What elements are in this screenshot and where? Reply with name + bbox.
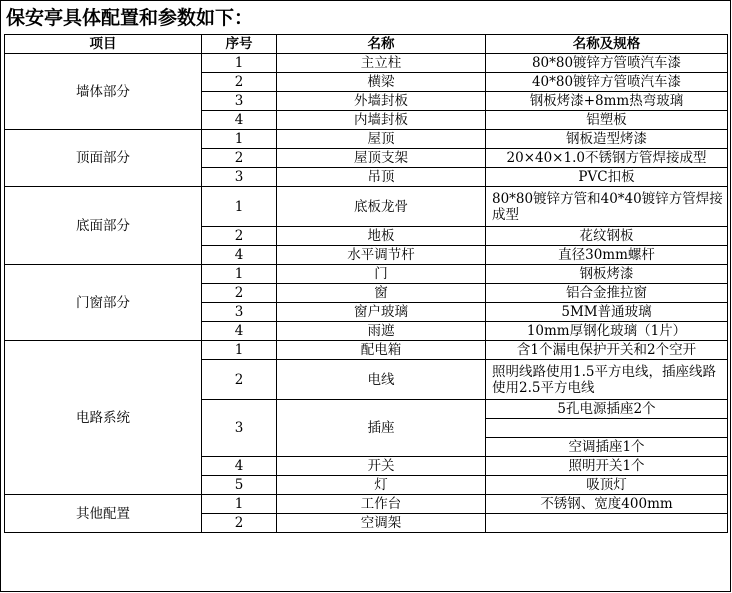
spec-cell: 20×40×1.0不锈钢方管焊接成型 (486, 149, 728, 168)
table-body (5, 54, 728, 533)
header-item: 项目 (5, 35, 202, 54)
spec-cell: 80*80镀锌方管喷汽车漆 (486, 54, 728, 73)
name-cell: 工作台 (277, 495, 486, 514)
spec-cell: 40*80镀锌方管喷汽车漆 (486, 73, 728, 92)
spec-cell: 80*80镀锌方管和40*40镀锌方管焊接成型 (486, 187, 728, 227)
no-cell: 1 (202, 130, 277, 149)
spec-cell (486, 514, 728, 533)
no-cell: 3 (202, 92, 277, 111)
name-cell: 外墙封板 (277, 92, 486, 111)
header-spec: 名称及规格 (486, 35, 728, 54)
name-cell: 主立柱 (277, 54, 486, 73)
spec-cell: 直径30mm螺杆 (486, 246, 728, 265)
spec-cell: 钢板烤漆 (486, 265, 728, 284)
name-cell: 插座 (277, 400, 486, 457)
name-cell: 吊顶 (277, 168, 486, 187)
table-row (5, 495, 728, 514)
spec-cell: 5孔电源插座2个 (486, 400, 728, 419)
no-cell: 1 (202, 341, 277, 360)
no-cell: 4 (202, 111, 277, 130)
no-cell: 2 (202, 73, 277, 92)
no-cell: 5 (202, 476, 277, 495)
spec-cell: 钢板烤漆+8mm热弯玻璃 (486, 92, 728, 111)
name-cell: 屋顶 (277, 130, 486, 149)
table-row (5, 187, 728, 227)
spec-cell: 铝合金推拉窗 (486, 284, 728, 303)
name-cell: 电线 (277, 360, 486, 400)
no-cell: 2 (202, 284, 277, 303)
spec-cell (486, 419, 728, 438)
spec-cell: 照明开关1个 (486, 457, 728, 476)
no-cell: 4 (202, 457, 277, 476)
config-table (4, 34, 728, 533)
table-row (5, 54, 728, 73)
no-cell: 3 (202, 303, 277, 322)
no-cell: 4 (202, 322, 277, 341)
category-cell: 门窗部分 (5, 265, 202, 341)
name-cell: 地板 (277, 227, 486, 246)
table-row (5, 130, 728, 149)
spec-cell: 吸顶灯 (486, 476, 728, 495)
no-cell: 1 (202, 495, 277, 514)
no-cell: 2 (202, 149, 277, 168)
spec-cell: 照明线路使用1.5平方电线，插座线路使用2.5平方电线 (486, 360, 728, 400)
name-cell: 开关 (277, 457, 486, 476)
no-cell: 2 (202, 360, 277, 400)
no-cell: 3 (202, 168, 277, 187)
no-cell: 3 (202, 400, 277, 457)
name-cell: 配电箱 (277, 341, 486, 360)
spec-cell: PVC扣板 (486, 168, 728, 187)
name-cell: 窗 (277, 284, 486, 303)
spec-cell: 钢板造型烤漆 (486, 130, 728, 149)
spec-cell: 空调插座1个 (486, 438, 728, 457)
table-row (5, 265, 728, 284)
header-name: 名称 (277, 35, 486, 54)
table-row (5, 341, 728, 360)
no-cell: 2 (202, 227, 277, 246)
spec-cell: 10mm厚钢化玻璃（1片） (486, 322, 728, 341)
spec-cell: 不锈钢、宽度400mm (486, 495, 728, 514)
no-cell: 1 (202, 187, 277, 227)
no-cell: 1 (202, 54, 277, 73)
category-cell: 墙体部分 (5, 54, 202, 130)
name-cell: 底板龙骨 (277, 187, 486, 227)
name-cell: 雨遮 (277, 322, 486, 341)
name-cell: 横梁 (277, 73, 486, 92)
category-cell: 其他配置 (5, 495, 202, 533)
name-cell: 空调架 (277, 514, 486, 533)
no-cell: 4 (202, 246, 277, 265)
name-cell: 门 (277, 265, 486, 284)
spec-cell: 5MM普通玻璃 (486, 303, 728, 322)
category-cell: 底面部分 (5, 187, 202, 265)
name-cell: 屋顶支架 (277, 149, 486, 168)
name-cell: 灯 (277, 476, 486, 495)
name-cell: 内墙封板 (277, 111, 486, 130)
name-cell: 水平调节杆 (277, 246, 486, 265)
category-cell: 电路系统 (5, 341, 202, 495)
no-cell: 2 (202, 514, 277, 533)
page-title: 保安亭具体配置和参数如下： (6, 7, 254, 29)
name-cell: 窗户玻璃 (277, 303, 486, 322)
header-no: 序号 (202, 35, 277, 54)
category-cell: 顶面部分 (5, 130, 202, 187)
spec-cell: 铝塑板 (486, 111, 728, 130)
spec-cell: 含1个漏电保护开关和2个空开 (486, 341, 728, 360)
no-cell: 1 (202, 265, 277, 284)
spec-cell: 花纹钢板 (486, 227, 728, 246)
